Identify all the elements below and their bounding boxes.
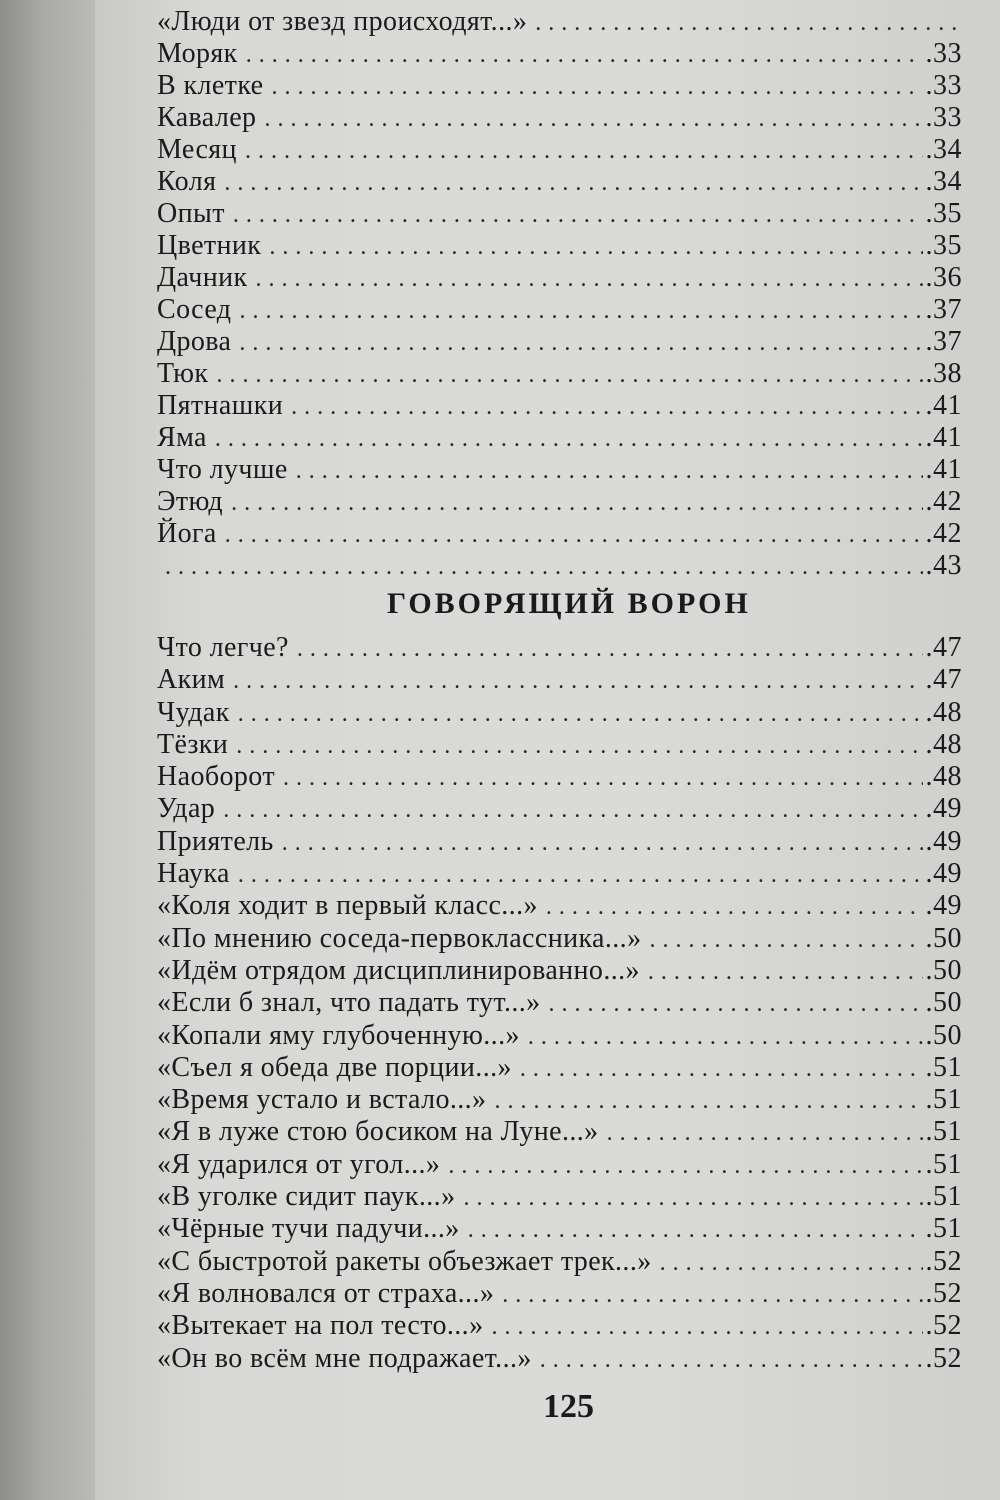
toc-entry (157, 390, 962, 422)
toc-entry-page: .50 (925, 954, 962, 986)
toc-entry-page: .51 (925, 1213, 962, 1245)
toc-entry-title: Яма (157, 422, 207, 453)
toc-entry (157, 294, 962, 326)
toc-entry (157, 1181, 962, 1213)
toc-leader-dots (468, 1214, 923, 1246)
toc-entry-title: Пятнашки (157, 390, 284, 421)
toc-entry-title: Наука (157, 858, 230, 890)
toc-leader-dots (223, 794, 922, 826)
toc-entry-page: .35 (925, 198, 962, 229)
toc-entry-title: Сосед (157, 294, 232, 325)
toc-leader-dots (233, 665, 922, 697)
toc-entry-title: Опыт (157, 198, 225, 229)
toc-entry-title: «Я волновался от страха...» (157, 1277, 495, 1309)
toc-leader-dots (297, 633, 923, 665)
toc-entry-page: .49 (925, 825, 962, 857)
toc-leader-dots (233, 199, 923, 231)
toc-entry (157, 793, 962, 825)
toc-entry-title: «Люди от звезд происходят...» (157, 6, 528, 37)
toc-leader-dots (649, 924, 922, 956)
toc-entry-title: «По мнению соседа-первоклассника...» (157, 922, 642, 954)
toc-entry-title: Тюк (157, 358, 209, 389)
toc-entry-page: .49 (925, 793, 962, 825)
toc-leader-dots (282, 827, 923, 859)
toc-leader-dots (546, 891, 923, 923)
toc-entry-page: .37 (925, 326, 962, 357)
toc-entry-page: .49 (925, 858, 962, 890)
toc-entry (157, 166, 962, 198)
table-of-contents-top (157, 6, 962, 582)
toc-entry-title: Наоборот (157, 761, 275, 793)
toc-entry (157, 1246, 962, 1278)
toc-entry-title: Чудак (157, 696, 230, 728)
toc-entry (157, 858, 962, 890)
toc-entry-title: Удар (157, 793, 216, 825)
toc-entry-title: «Идём отрядом дисциплинированно...» (157, 954, 640, 986)
toc-entry (157, 262, 962, 294)
toc-entry (157, 358, 962, 390)
toc-entry-title: В клетке (157, 70, 264, 101)
toc-entry-title: Дачник (157, 262, 248, 293)
toc-entry-title: «В уголке сидит паук...» (157, 1181, 456, 1213)
toc-leader-dots (535, 7, 959, 39)
toc-entry-page: .38 (925, 358, 962, 389)
toc-entry-title: Что лучше (157, 454, 288, 485)
toc-leader-dots (540, 1344, 923, 1376)
toc-entry (157, 1116, 962, 1148)
toc-entry-page: .48 (925, 761, 962, 793)
toc-leader-dots (660, 1247, 923, 1279)
toc-entry (157, 38, 962, 70)
toc-entry-title: Кавалер (157, 102, 257, 133)
toc-entry-title: «Он во всём мне подражает...» (157, 1342, 532, 1374)
toc-entry-page: .43 (925, 550, 962, 581)
toc-leader-dots (264, 103, 922, 135)
toc-entry-title: «Вытекает на пол тесто...» (157, 1310, 484, 1342)
toc-entry (157, 1213, 962, 1245)
toc-leader-dots (269, 231, 922, 263)
toc-entry-page: .49 (925, 890, 962, 922)
toc-entry (157, 826, 962, 858)
toc-entry (157, 518, 962, 550)
toc-entry-page: .33 (925, 102, 962, 133)
toc-entry (157, 70, 962, 102)
toc-entry-title: «С быстротой ракеты объезжает трек...» (157, 1245, 652, 1277)
toc-entry-page: .33 (925, 38, 962, 69)
toc-entry-title: «Время устало и встало...» (157, 1084, 487, 1116)
toc-leader-dots (296, 455, 923, 487)
toc-entry-page: .41 (925, 422, 962, 453)
toc-entry-title: Коля (157, 166, 217, 197)
toc-entry-title: Цветник (157, 230, 262, 261)
toc-entry-title: Дрова (157, 326, 232, 357)
toc-entry-page: .41 (925, 390, 962, 421)
toc-entry-page: .50 (925, 987, 962, 1019)
toc-leader-dots (239, 295, 922, 327)
toc-entry-page: .41 (925, 454, 962, 485)
toc-entry-page: .37 (925, 294, 962, 325)
toc-entry (157, 729, 962, 761)
toc-entry (157, 1278, 962, 1310)
toc-leader-dots (246, 39, 923, 71)
toc-entry-page: .51 (925, 1148, 962, 1180)
toc-entry (157, 890, 962, 922)
toc-entry-page: .51 (925, 1181, 962, 1213)
toc-entry-title: Тёзки (157, 728, 229, 760)
toc-entry-page: .50 (925, 922, 962, 954)
toc-leader-dots (216, 359, 922, 391)
toc-leader-dots (239, 327, 922, 359)
toc-entry-page: .47 (925, 664, 962, 696)
toc-entry-page: .36 (925, 262, 962, 293)
toc-entry-title: «Чёрные тучи падучи...» (157, 1213, 460, 1245)
toc-entry-title: Этюд (157, 486, 224, 517)
toc-leader-dots (607, 1117, 923, 1149)
section-heading: ГОВОРЯЩИЙ ВОРОН (387, 587, 751, 620)
toc-entry (157, 454, 962, 486)
toc-leader-dots (528, 1021, 923, 1053)
toc-entry-title: Приятель (157, 825, 274, 857)
toc-entry-page: .48 (925, 696, 962, 728)
toc-entry (157, 697, 962, 729)
toc-entry (157, 550, 962, 582)
toc-entry-page: .52 (925, 1342, 962, 1374)
toc-entry (157, 1343, 962, 1375)
toc-entry-page: .51 (925, 1116, 962, 1148)
toc-entry-page: .51 (925, 1051, 962, 1083)
toc-entry-page: .50 (925, 1019, 962, 1051)
toc-leader-dots (491, 1311, 922, 1343)
toc-entry (157, 6, 962, 38)
toc-entry-page: .52 (925, 1245, 962, 1277)
toc-entry (157, 1149, 962, 1181)
toc-entry-title: Месяц (157, 134, 237, 165)
toc-leader-dots (648, 956, 923, 988)
toc-entry-title: «Копали яму глубоченную...» (157, 1019, 520, 1051)
toc-leader-dots (502, 1279, 922, 1311)
toc-entry (157, 486, 962, 518)
table-of-contents-bottom (157, 632, 962, 1375)
toc-entry (157, 102, 962, 134)
toc-leader-dots (224, 167, 922, 199)
toc-entry-page: .42 (925, 486, 962, 517)
toc-leader-dots (549, 988, 923, 1020)
toc-entry (157, 987, 962, 1019)
toc-leader-dots (271, 71, 922, 103)
toc-entry (157, 326, 962, 358)
toc-entry (157, 955, 962, 987)
toc-entry-page: .52 (925, 1310, 962, 1342)
toc-entry-title: «Если б знал, что падать тут...» (157, 987, 541, 1019)
toc-leader-dots (236, 730, 922, 762)
toc-leader-dots (238, 698, 923, 730)
toc-entry (157, 1084, 962, 1116)
toc-entry-page: .35 (925, 230, 962, 261)
toc-entry-page: .42 (925, 518, 962, 549)
toc-entry-page: .34 (925, 134, 962, 165)
page-number: 125 (543, 1388, 594, 1425)
toc-entry (157, 134, 962, 166)
toc-leader-dots (291, 391, 922, 423)
toc-entry-page: .47 (925, 632, 962, 663)
toc-entry-title: «Я в луже стою босиком на Луне...» (157, 1116, 599, 1148)
toc-entry (157, 1310, 962, 1342)
toc-leader-dots (494, 1085, 922, 1117)
toc-entry (157, 923, 962, 955)
toc-entry-title: «Съел я обеда две порции...» (157, 1051, 512, 1083)
toc-leader-dots (231, 487, 922, 519)
toc-entry (157, 632, 962, 664)
toc-entry-title: Аким (157, 664, 226, 696)
toc-leader-dots (165, 551, 923, 583)
toc-leader-dots (448, 1150, 922, 1182)
toc-entry-title: Что легче? (157, 632, 289, 663)
toc-leader-dots (463, 1182, 922, 1214)
toc-leader-dots (255, 263, 922, 295)
toc-entry (157, 1052, 962, 1084)
toc-leader-dots (520, 1053, 923, 1085)
toc-entry (157, 422, 962, 454)
toc-entry-title: «Коля ходит в первый класс...» (157, 890, 538, 922)
toc-leader-dots (245, 135, 923, 167)
toc-entry-page: .52 (925, 1277, 962, 1309)
toc-leader-dots (225, 519, 923, 551)
toc-entry-title: Моряк (157, 38, 238, 69)
toc-leader-dots (283, 762, 923, 794)
toc-entry-page: .48 (925, 728, 962, 760)
toc-entry (157, 1020, 962, 1052)
toc-entry (157, 761, 962, 793)
toc-entry (157, 198, 962, 230)
toc-leader-dots (238, 859, 923, 891)
toc-entry-title: Йога (157, 518, 217, 549)
toc-leader-dots (215, 423, 923, 455)
toc-entry-page: .34 (925, 166, 962, 197)
toc-entry (157, 664, 962, 696)
toc-entry-page: .33 (925, 70, 962, 101)
toc-entry-page: .51 (925, 1084, 962, 1116)
toc-entry (157, 230, 962, 262)
toc-entry-title: «Я ударился от угол...» (157, 1148, 441, 1180)
